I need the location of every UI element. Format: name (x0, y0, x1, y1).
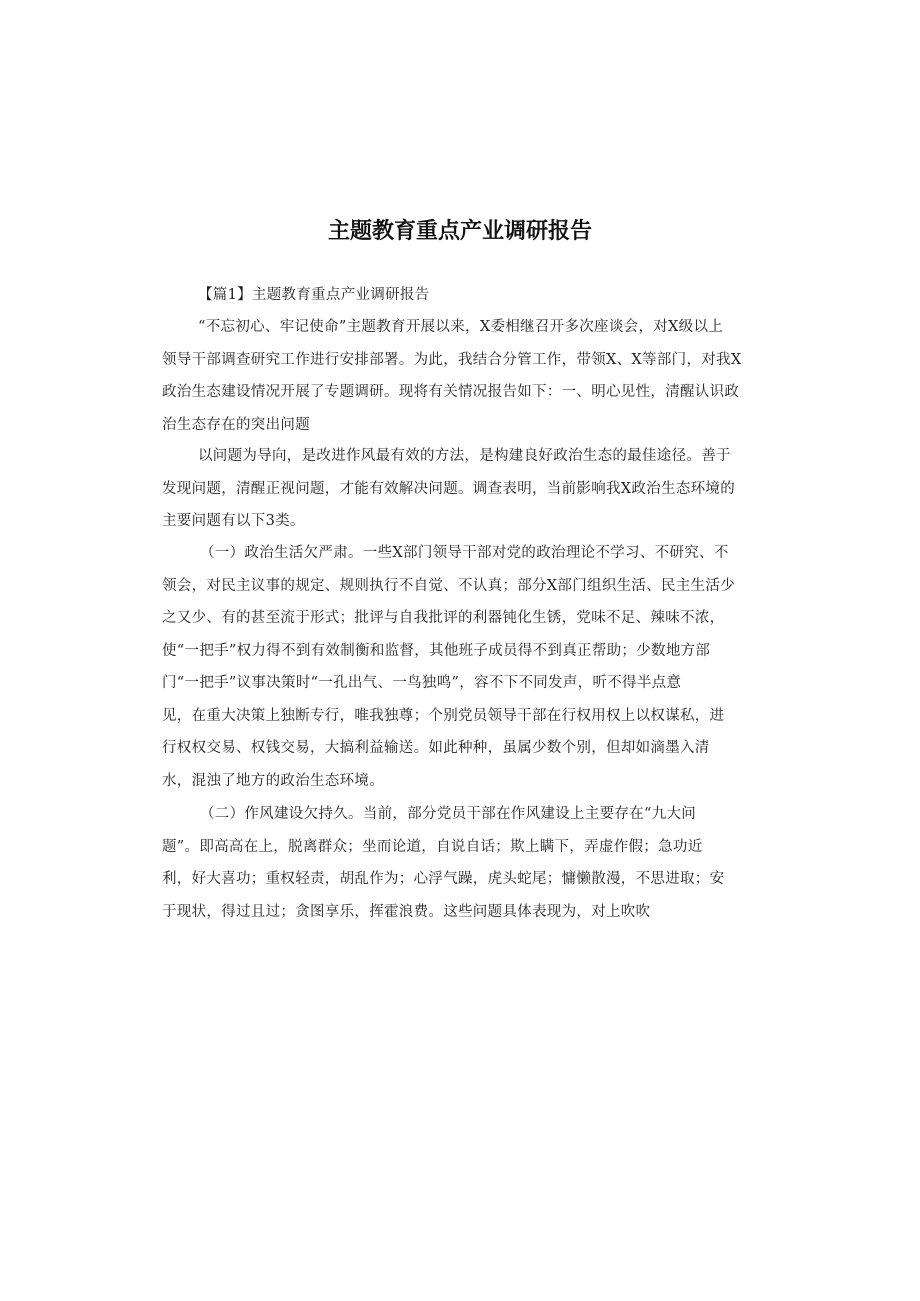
paragraph-line: 领导干部调查研究工作进行安排部署。为此，我结合分管工作，带领X、X等部门，对我X (162, 351, 742, 368)
paragraph-line: 主要问题有以下3类。 (162, 513, 305, 529)
document-title: 主题教育重点产业调研报告 (327, 219, 592, 244)
paragraph-3 (162, 537, 760, 797)
paragraph-2 (162, 440, 760, 538)
paragraph-line: 治生态存在的突出问题 (162, 416, 310, 433)
paragraph-line: 政治生态建设情况开展了专题调研。现将有关情况报告如下：一、明心见性，清醒认识政 (162, 384, 740, 400)
paragraph-4 (162, 798, 760, 928)
paragraph-line: 以问题为导向，是改进作风最有效的方法，是构建良好政治生态的最佳途径。善于 (198, 448, 731, 464)
paragraph-line: 领会，对民主议事的规定、规则执行不自觉、不认真；部分X部门组织生活、民主生活少 (162, 577, 736, 594)
paragraph-line: （一）政治生活欠严肃。一些X部门领导干部对党的政治理论不学习、不研究、不 (200, 545, 729, 561)
paragraph-line: 利，好大喜功；重权轻责，胡乱作为；心浮气躁，虎头蛇尾；慵懒散漫，不思进取；安 (162, 871, 725, 887)
paragraph-line: 题”。即高高在上，脱离群众；坐而论道，自说自话；欺上瞒下，弄虚作假；急功近 (162, 838, 703, 855)
paragraph-line: 于现状，得过且过；贪图享乐，挥霍浪费。这些问题具体表现为，对上吹吹 (162, 903, 651, 920)
article-label (162, 279, 760, 312)
paragraph-line: 发现问题，清醒正视问题，才能有效解决问题。调查表明，当前影响我X政治生态环境的 (162, 480, 736, 497)
paragraph-line: 使“一把手”权力得不到有效制衡和监督，其他班子成员得不到真正帮助；少数地方部 (162, 642, 711, 659)
paragraph-line: 行权权交易、权钱交易，大搞利益输送。如此种种，虽属少数个别，但却如滴墨入清 (162, 740, 710, 756)
paragraph-line: 水，混浊了地方的政治生态环境。 (162, 772, 384, 789)
paragraph-1 (162, 311, 760, 441)
paragraph-line: “不忘初心、牢记使命”主题教育开展以来，X委相继召开多次座谈会，对X级以上 (198, 319, 724, 335)
article-label-text: 【篇1】主题教育重点产业调研报告 (198, 287, 430, 303)
paragraph-line: （二）作风建设欠持久。当前，部分党员干部在作风建设上主要存在“九大问 (200, 806, 697, 822)
paragraph-line: 门“一把手”议事决策时“一孔出气、一鸟独鸣”，容不下不同发声，听不得半点意 (162, 675, 682, 691)
paragraph-line: 见，在重大决策上独断专行，唯我独尊；个别党员领导干部在行权用权上以权谋私，进 (162, 707, 725, 724)
paragraph-line: 之又少、有的甚至流于形式；批评与自我批评的利器钝化生锈，党味不足、辣味不浓， (162, 610, 725, 626)
